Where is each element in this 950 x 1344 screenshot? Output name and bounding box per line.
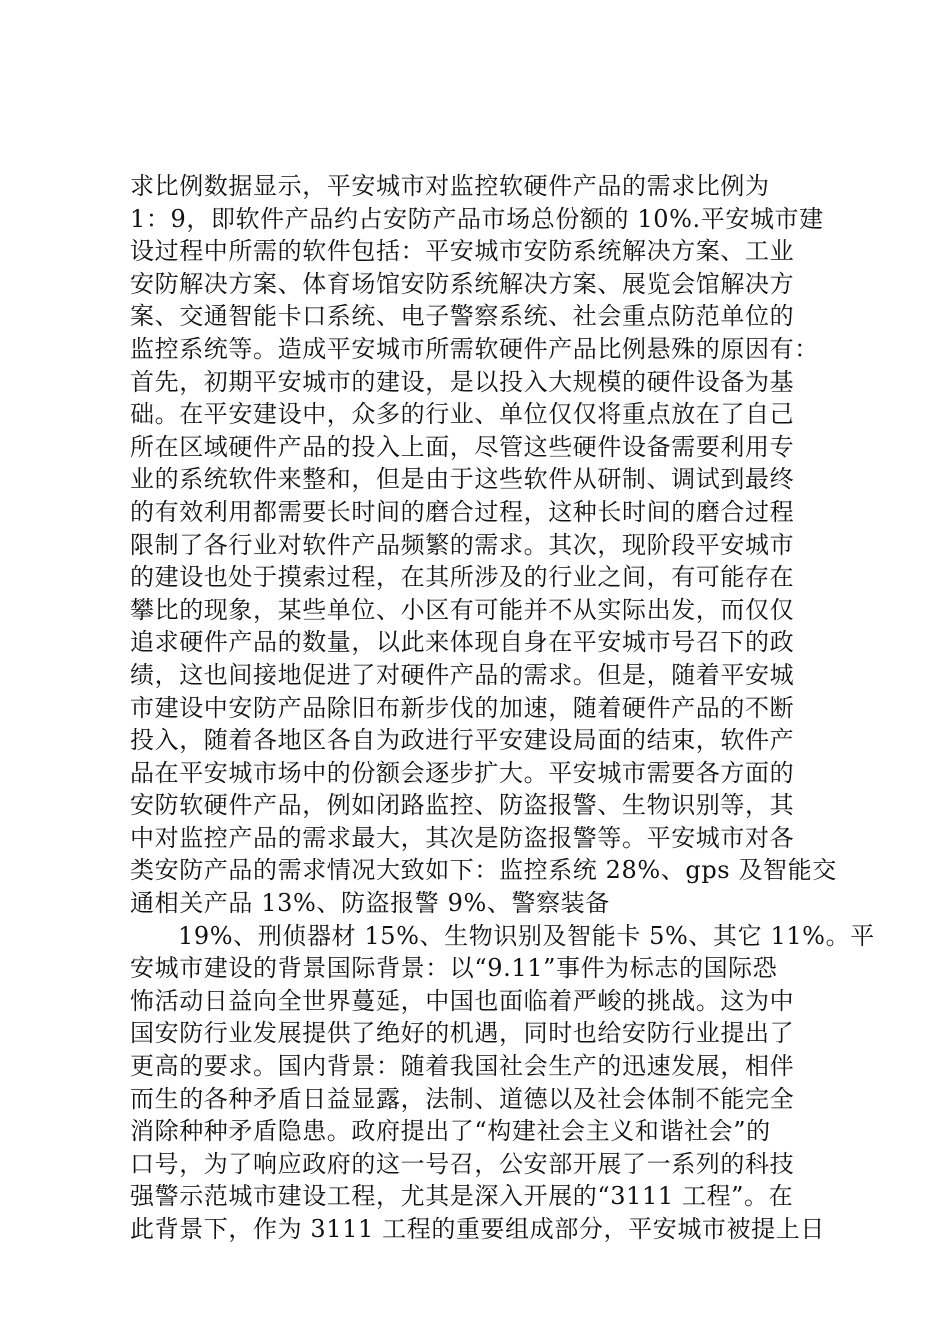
text-line: 设过程中所需的软件包括：平安城市安防系统解决方案、工业 <box>130 237 795 266</box>
text-line: 中对监控产品的需求最大，其次是防盗报警等。平安城市对各 <box>130 823 795 852</box>
text-line: 案、交通智能卡口系统、电子警察系统、社会重点防范单位的 <box>130 302 795 331</box>
text-line: 投入，随着各地区各自为政进行平安建设局面的结束，软件产 <box>130 726 795 755</box>
text-line: 业的系统软件来整和，但是由于这些软件从研制、调试到最终 <box>130 465 795 494</box>
text-line: 首先，初期平安城市的建设，是以投入大规模的硬件设备为基 <box>130 367 795 396</box>
text-line: 类安防产品的需求情况大致如下：监控系统 28%、gps 及智能交 <box>130 856 837 885</box>
text-line: 攀比的现象，某些单位、小区有可能并不从实际出发，而仅仅 <box>130 595 795 624</box>
text-line: 安防解决方案、体育场馆安防系统解决方案、展览会馆解决方 <box>130 269 795 298</box>
text-line: 的建设也处于摸索过程，在其所涉及的行业之间，有可能存在 <box>130 563 795 592</box>
text-line: 的有效利用都需要长时间的磨合过程，这种长时间的磨合过程 <box>130 497 795 526</box>
text-line: 础。在平安建设中，众多的行业、单位仅仅将重点放在了自己 <box>130 400 795 429</box>
text-line: 所在区域硬件产品的投入上面，尽管这些硬件设备需要利用专 <box>130 432 795 461</box>
text-line: 绩，这也间接地促进了对硬件产品的需求。但是，随着平安城 <box>130 660 795 689</box>
text-line: 通相关产品 13%、防盗报警 9%、警察装备 <box>130 889 610 918</box>
text-line: 求比例数据显示，平安城市对监控软硬件产品的需求比例为 <box>130 172 770 200</box>
text-line: 消除种种矛盾隐患。政府提出了“构建社会主义和谐社会”的 <box>130 1117 771 1146</box>
text-line: 安城市建设的背景国际背景：以“9.11”事件为标志的国际恐 <box>130 954 778 983</box>
text-line: 市建设中安防产品除旧布新步伐的加速，随着硬件产品的不断 <box>130 693 795 722</box>
text-line: 口号，为了响应政府的这一号召，公安部开展了一系列的科技 <box>130 1149 795 1178</box>
text-line: 而生的各种矛盾日益显露，法制、道德以及社会体制不能完全 <box>130 1084 795 1113</box>
body-text <box>130 170 875 1246</box>
text-line: 强警示范城市建设工程，尤其是深入开展的“3111 工程”。在 <box>130 1182 794 1211</box>
text-line: 更高的要求。国内背景：随着我国社会生产的迅速发展，相伴 <box>130 1052 795 1081</box>
text-line: 监控系统等。造成平安城市所需软硬件产品比例悬殊的原因有： <box>130 334 819 363</box>
paragraph-first-line: 19%、刑侦器材 15%、生物识别及智能卡 5%、其它 11%。平 <box>178 921 875 950</box>
text-line: 怖活动日益向全世界蔓延，中国也面临着严峻的挑战。这为中 <box>130 986 795 1015</box>
text-line: 限制了各行业对软件产品频繁的需求。其次，现阶段平安城市 <box>130 530 795 559</box>
text-line: 追求硬件产品的数量，以此来体现自身在平安城市号召下的政 <box>130 628 795 657</box>
text-line: 国安防行业发展提供了绝好的机遇，同时也给安防行业提出了 <box>130 1019 795 1048</box>
text-line: 安防软硬件产品，例如闭路监控、防盗报警、生物识别等，其 <box>130 791 795 820</box>
text-line: 此背景下，作为 3111 工程的重要组成部分，平安城市被提上日 <box>130 1215 825 1243</box>
text-line: 1：9，即软件产品约占安防产品市场总份额的 10%.平安城市建 <box>130 204 824 233</box>
text-line: 品在平安城市场中的份额会逐步扩大。平安城市需要各方面的 <box>130 758 795 787</box>
